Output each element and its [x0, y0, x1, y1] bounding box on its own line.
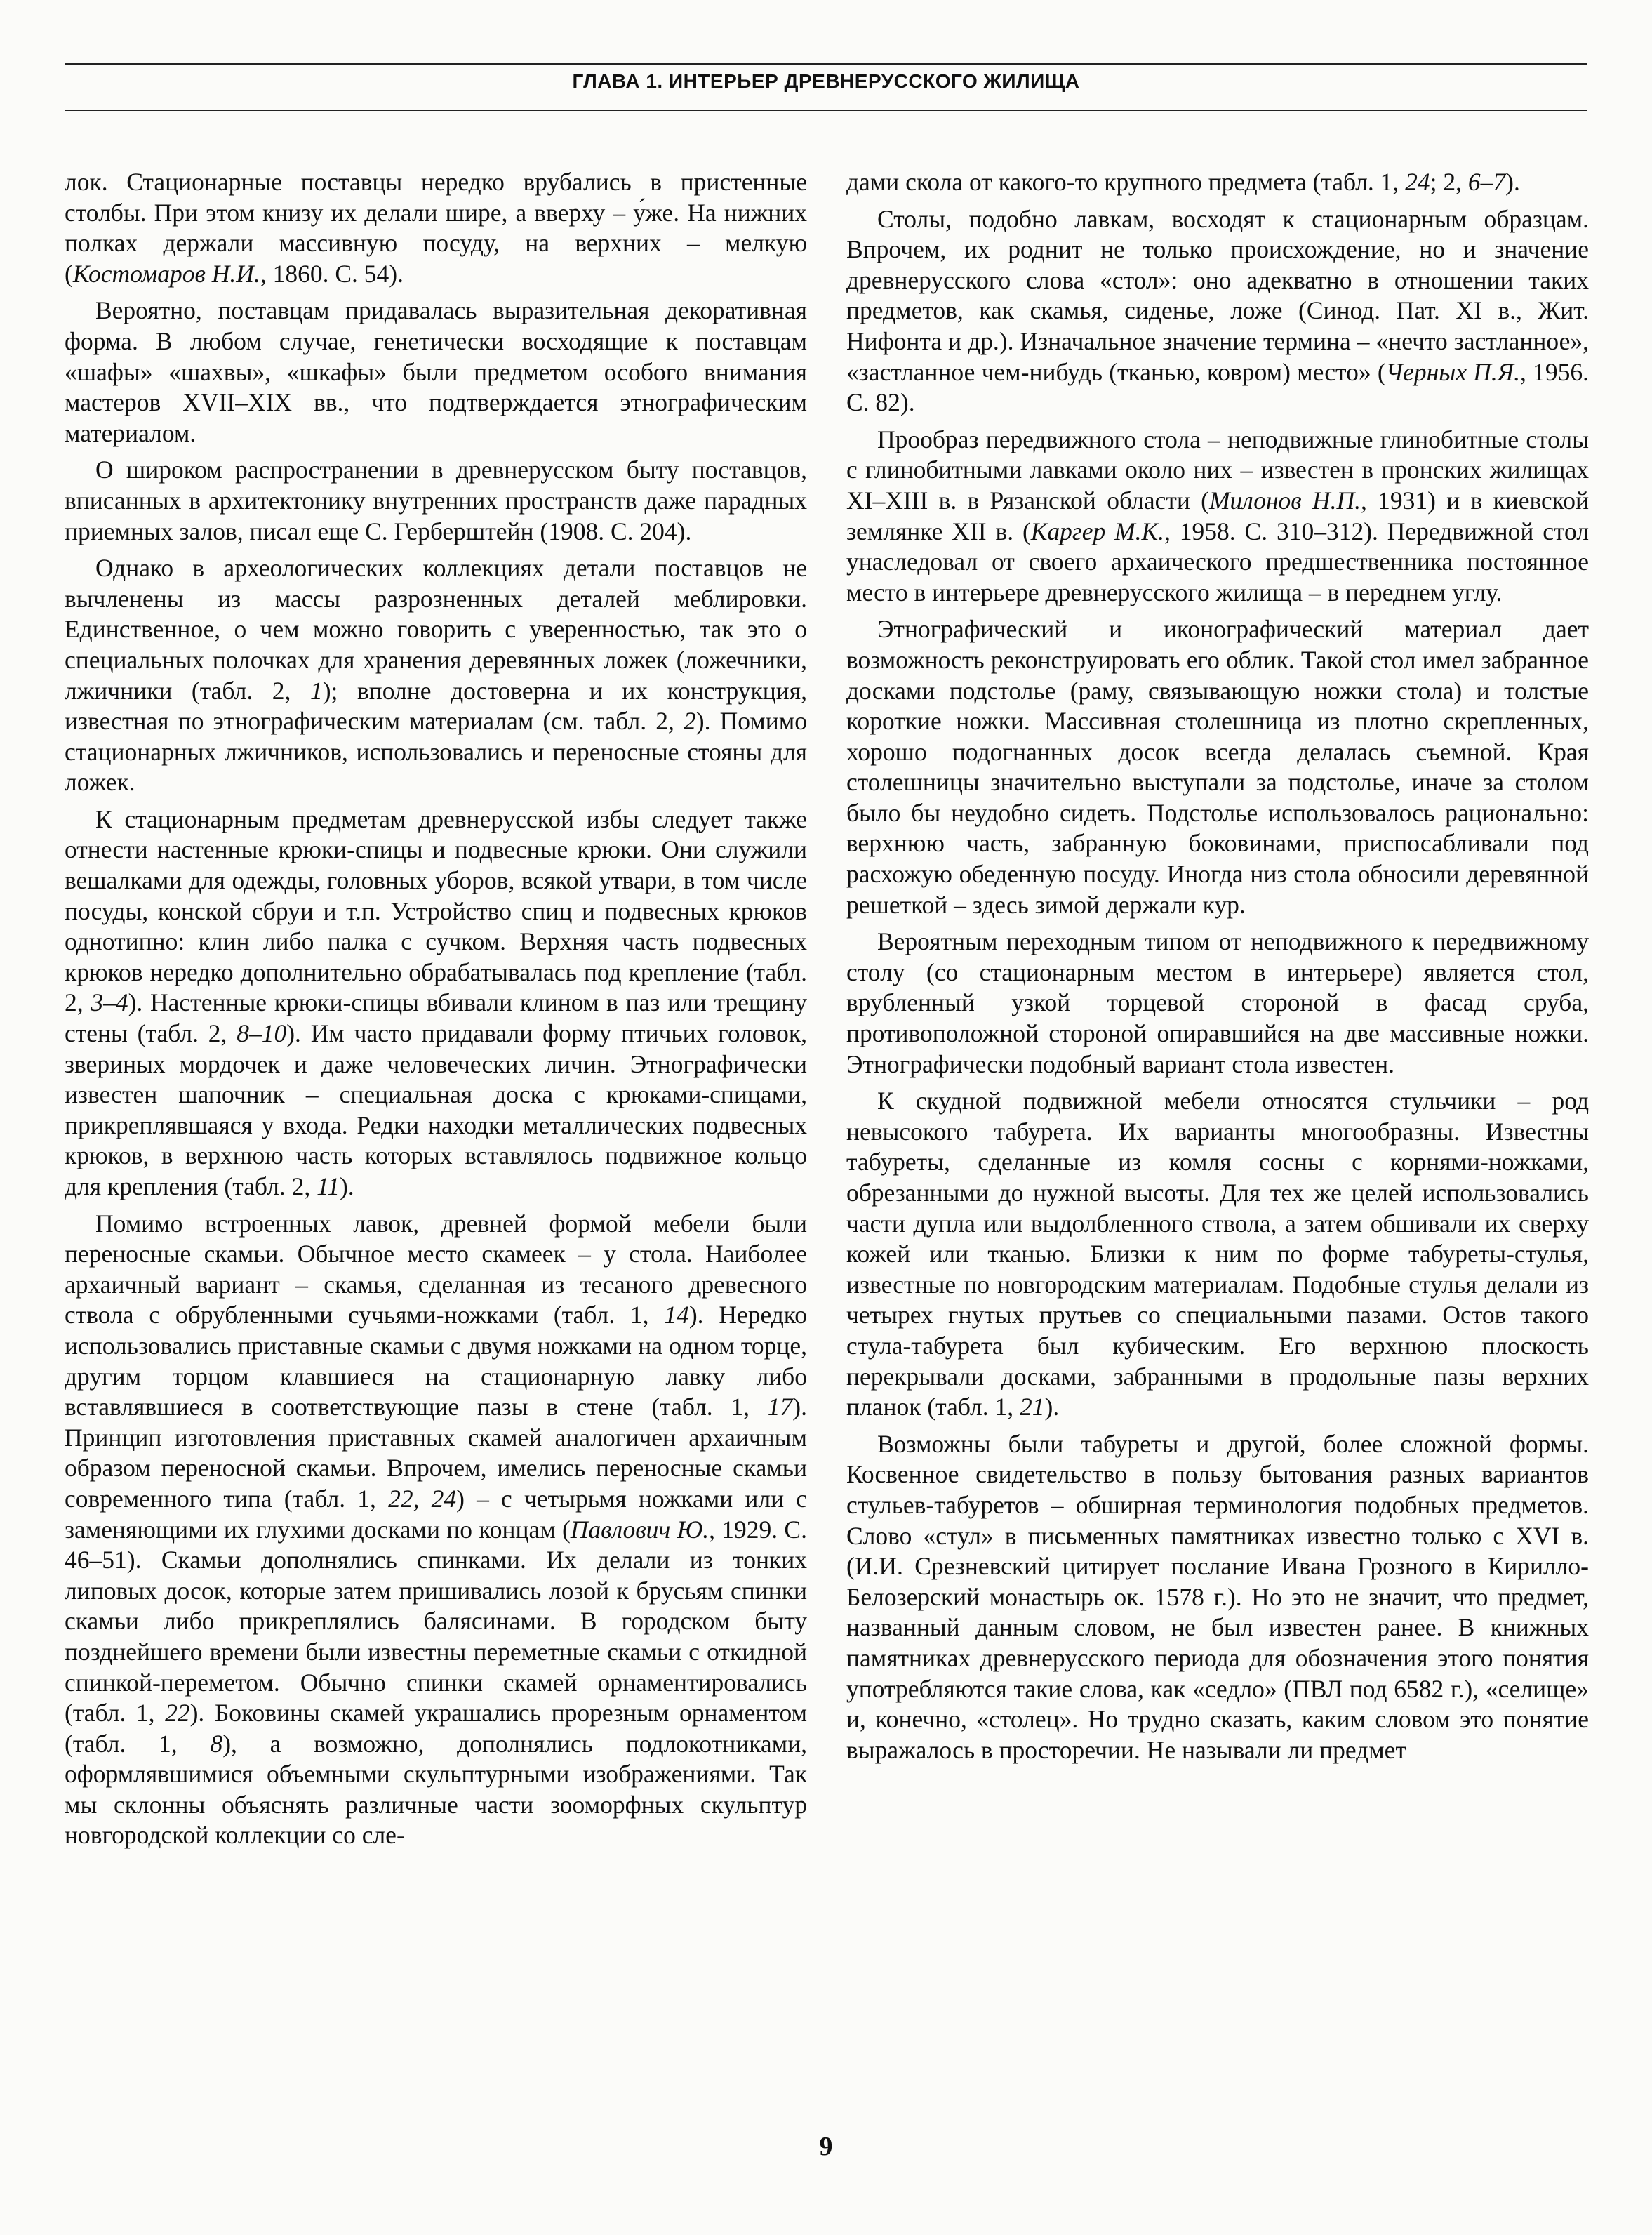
paragraph: К стационарным предметам древнерусской избы следует также отнести настенные крюки-спицы и подвесные крюки. Они служили вешалками для одежды, головных уборов, всякой утвари, в том числе посуды, конской сбруи и т.п. Устройство спиц и подвесных крюков однотипно: клин либо палка с сучком. Верхняя часть подвесных крюков нередко дополнительно обрабатывалась под крепление (табл. 2, 3–4). Настенные крюки-спицы вбивали клином в паз или трещину стены (табл. 2, 8–10). Им часто придавали форму птичьих головок, звериных мордочек и даже человеческих личин. Этнографически известен шапочник – специальная доска с крюками-спицами, прикреплявшаяся у входа. Редки находки металлических подвесных крюков, в верхнюю часть которых вставлялось подвижное кольцо для крепления (табл. 2, 11). [65, 804, 808, 1200]
paragraph: Вероятно, поставцам придавалась выразительная декоративная форма. В любом случае, генетически восходящие к поставцам «шафы» «шахвы», «шкафы» были предметом особого внимания мастеров XVII–XIX вв., что подтверждается этнографическим материалом. [65, 296, 807, 447]
paragraph: Столы, подобно лавкам, восходят к стационарным образцам. Впрочем, их роднит не только происхождение, но и значение древнерусского слова «стол»: оно адекватно в отношении таких предметов, как скамья, сиденье, ложе (Синод. Пат. XI в., Жит. Нифонта и др.). Изначальное значение термина – «нечто застланное», «застланное чем-нибудь (тканью, ковром) место» (Черных П.Я., 1956. С. 82). [846, 204, 1590, 417]
paragraph: Помимо встроенных лавок, древней формой мебели были переносные скамьи. Обычное место скамеек – у стола. Наиболее архаичный вариант – скамья, сделанная из тесаного древесного ствола с обрубленными сучьями-ножками (табл. 1, 14). Нередко использовались приставные скамьи с двумя ножками на одном торце, другим торцом клавшиеся на стационарную лавку либо вставлявшиеся в соответствующие пазы в стене (табл. 1, 17). Принцип изготовления приставных скамей аналогичен архаичным образом переносной скамьи. Впрочем, имелись переносные скамьи современного типа (табл. 1, 22, 24) – с четырьмя ножками или с заменяющими их глухими досками по концам (Павлович Ю., 1929. С. 46–51). Скамьи дополнялись спинками. Их делали из тонких липовых досок, которые затем пришивались лозой к брусьям спинки скамьи либо прикреплялись балясинами. В городском быту позднейшего времени были известны переметные скамьи с откидной спинкой-переметом. Обычно спинки скамей орнаментировались (табл. 1, 22). Боковины скамей украшались прорезным орнаментом (табл. 1, 8), а возможно, дополнялись подлокотниками, оформлявшимися объемными скульптурными изображениями. Так мы склонны объяснять различные части зооморфных скульптур новгородской коллекции со сле- [65, 1209, 808, 1850]
header-bottom-rule [65, 110, 1587, 111]
left-column [65, 167, 807, 1857]
running-header: ГЛАВА 1. ИНТЕРЬЕР ДРЕВНЕРУССКОГО ЖИЛИЩА [572, 70, 1080, 92]
page-number: 9 [819, 2132, 833, 2161]
paragraph: Этнографический и иконографический материал дает возможность реконструировать его облик. Такой стол имел забранное досками подстолье (раму, связывающую ножки стола) и толстые короткие ножки. Массивная столешница из плотно скрепленных, хорошо подогнанных досок всегда делалась съемной. Края столешницы значительно выступали за подстолье, иначе за столом было бы неудобно сидеть. Подстолье использовалось рационально: верхнюю часть, забранную боковинами, приспосабливали под расхожую обеденную посуду. Иногда низ стола обносили деревянной решеткой – здесь зимой держали кур. [846, 615, 1589, 919]
paragraph: Прообраз передвижного стола – неподвижные глинобитные столы с глинобитными лавками около них – известен в пронских жилищах XI–XIII в. в Рязанской области (Милонов Н.П., 1931) и в киевской землянке XII в. (Каргер М.К., 1958. С. 310–312). Передвижной стол унаследовал от своего архаического предшественника постоянное место в интерьере древнерусского жилища – в переднем углу. [846, 425, 1590, 606]
paragraph: лок. Стационарные поставцы нередко врубались в пристенные столбы. При этом книзу их делали шире, а вверху – у́же. На нижних полках держали массивную посуду, на верхних – мелкую (Костомаров Н.И., 1860. С. 54). [65, 168, 807, 288]
paragraph: Возможны были табуреты и другой, более сложной формы. Косвенное свидетельство в пользу бытования разных вариантов стульев-табуретов – обширная терминология подобных предметов. Слово «стул» в письменных памятниках известно только с XVI в. (И.И. Срезневский цитирует послание Ивана Грозного в Кирилло-Белозерский монастырь ок. 1578 г.). Но это не значит, что предмет, названный данным словом, не был известен ранее. В книжных памятниках древнерусского периода для обозначения этого понятия употребляются такие слова, как «седло» (ПВЛ под 6582 г.), «селище» и, конечно, «столец». Но трудно сказать, каким словом это понятие выражалось в просторечии. Не называли ли предмет [846, 1429, 1589, 1764]
paragraph: дами скола от какого-то крупного предмета (табл. 1, 24; 2, 6–7). [846, 168, 1520, 196]
paragraph: Однако в археологических коллекциях детали поставцов не вычленены из массы разрозненных деталей меблировки. Единственное, о чем можно говорить с уверенностью, так это о специальных полочках для хранения деревянных ложек (ложечники, лжичники (табл. 2, 1); вполне достоверна и их конструкция, известная по этнографическим материалам (см. табл. 2, 2). Помимо стационарных лжичников, использовались и переносные стояны для ложек. [65, 554, 807, 797]
paragraph: Вероятным переходным типом от неподвижного к передвижному столу (со стационарным местом в интерьере) является стол, врубленный узкой торцевой стороной в фасад сруба, противоположной стороной опиравшийся на две массивные ножки. Этнографически подобный вариант стола известен. [846, 927, 1589, 1078]
header-top-rule [65, 63, 1587, 65]
paragraph: К скудной подвижной мебели относятся стульчики – род невысокого табурета. Их варианты многообразны. Известны табуреты, сделанные из комля сосны с корнями-ножками, обрезанными до нужной высоты. Для тех же целей использовались части дупла или выдолбленного ствола, а затем обшивали их сверху кожей или тканью. Близки к ним по форме табуреты-стулья, известные по новгородским материалам. Подобные стулья делали из четырех гнутых прутьев со специальными пазами. Остов такого стула-табурета был кубическим. Его верхнюю плоскость перекрывали досками, забранными в продольные пазы верхних планок (табл. 1, 21). [846, 1087, 1589, 1421]
paragraph: О широком распространении в древнерусском быту поставцов, вписанных в архитектонику внутренних пространств даже парадных приемных залов, писал еще С. Герберштейн (1908. С. 204). [65, 456, 807, 545]
right-column [846, 167, 1589, 1772]
